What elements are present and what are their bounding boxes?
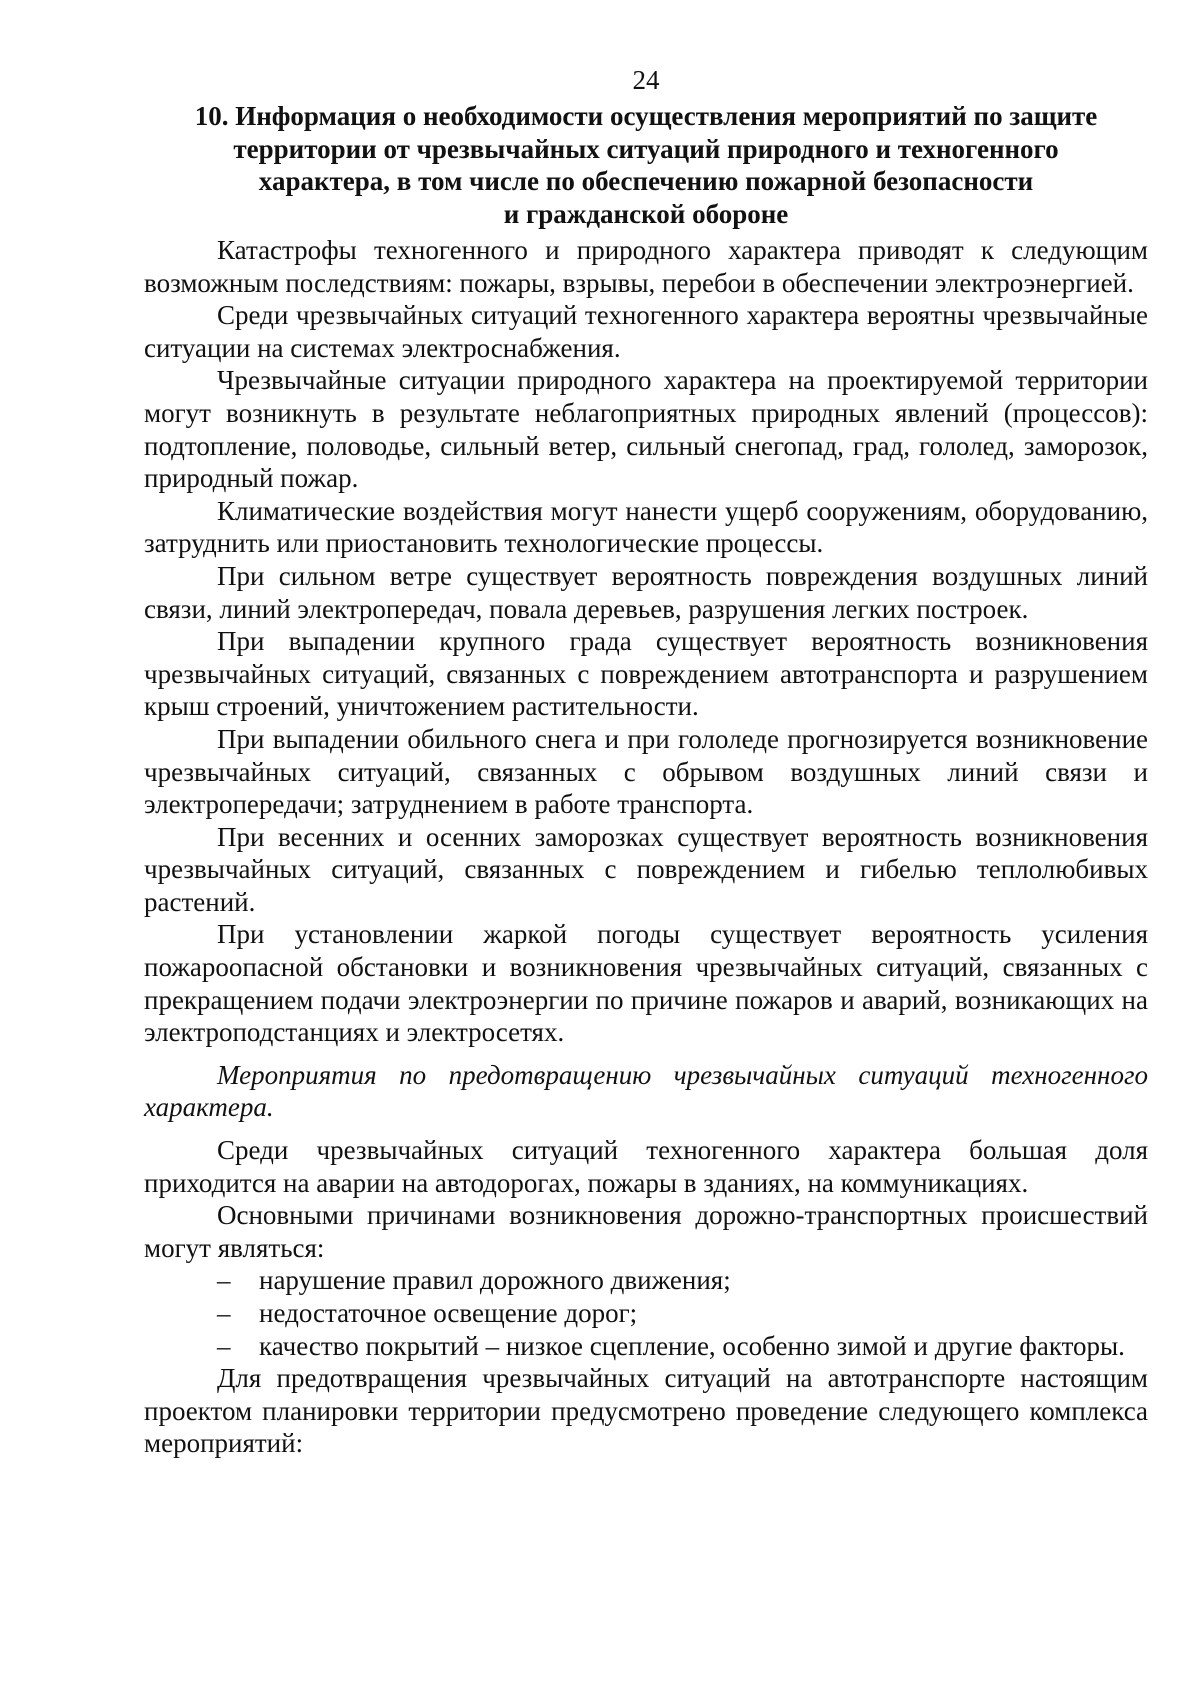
body-paragraph: При выпадении крупного града существует вероятность возникновения чрезвычайных ситуаций, связанных с повреждением автотранспорта и разрушением крыш строений, уничтожением растительности.	[144, 626, 1148, 722]
page-number: 24	[632, 65, 660, 95]
subheading: Мероприятия по предотвращению чрезвычайных ситуаций техногенного характера.	[144, 1059, 1148, 1123]
document-page	[144, 62, 1148, 1460]
body-paragraph: Среди чрезвычайных ситуаций техногенного характера большая доля приходится на аварии на автодорогах, пожары в зданиях, на коммуникациях.	[144, 1135, 1148, 1198]
body-paragraph: При установлении жаркой погоды существует вероятность усиления пожароопасной обстановки и возникновения чрезвычайных ситуаций, связанных с прекращением подачи электроэнергии по причине пожаров и аварий, возникающих на электроподстанциях и электросетях.	[144, 919, 1148, 1048]
section-title-line: 10. Информация о необходимости осуществления мероприятий по защите	[194, 101, 1098, 131]
body-paragraph: При сильном ветре существует вероятность повреждения воздушных линий связи, линий электропередач, повала деревьев, разрушения легких построек.	[144, 560, 1148, 624]
dash-bullet: –	[217, 1298, 231, 1328]
section-title-line: территории от чрезвычайных ситуаций природного и техногенного	[233, 133, 1059, 164]
body-paragraph: Для предотвращения чрезвычайных ситуаций на автотранспорте настоящим проектом планировки территории предусмотрено проведение следующего комплекса мероприятий:	[144, 1363, 1148, 1459]
list-item	[144, 1330, 1148, 1363]
list-item-text: недостаточное освещение дорог;	[259, 1298, 638, 1328]
dash-bullet: –	[217, 1330, 231, 1361]
list-item	[144, 1264, 1148, 1297]
body-paragraph: Катастрофы техногенного и природного характера приводят к следующим возможным последствиям: пожары, взрывы, перебои в обеспечении электроэнергией.	[144, 235, 1148, 298]
list-item-text: нарушение правил дорожного движения;	[259, 1265, 731, 1296]
body-paragraph: Климатические воздействия могут нанести ущерб сооружениям, оборудованию, затруднить или приостановить технологические процессы.	[144, 495, 1148, 559]
body-paragraph: Основными причинами возникновения дорожно-транспортных происшествий могут являться:	[144, 1200, 1148, 1263]
section-title-line: и гражданской обороне	[503, 198, 789, 229]
body-paragraph: При выпадении обильного снега и при гололеде прогнозируется возникновение чрезвычайных ситуаций, связанных с обрывом воздушных линий связи и электропередачи; затруднением в работе транспорта.	[144, 723, 1148, 820]
body-paragraph: Среди чрезвычайных ситуаций техногенного характера вероятны чрезвычайные ситуации на системах электроснабжения.	[144, 300, 1148, 363]
list-item	[144, 1297, 1148, 1330]
body-paragraph: Чрезвычайные ситуации природного характера на проектируемой территории могут возникнуть в результате неблагоприятных природных явлений (процессов): подтопление, половодье, сильный ветер, сильный снегопад, град, гололед, заморозок, природный пожар.	[144, 365, 1148, 494]
body-paragraph: При весенних и осенних заморозках существует вероятность возникновения чрезвычайных ситуаций, связанных с повреждением и гибелью теплолюбивых растений.	[144, 821, 1148, 917]
list-item-text: качество покрытий – низкое сцепление, особенно зимой и другие факторы.	[259, 1330, 1125, 1361]
section-title-line: характера, в том числе по обеспечению пожарной безопасности	[258, 166, 1034, 196]
section-title	[144, 100, 1148, 230]
dash-bullet: –	[217, 1265, 231, 1296]
